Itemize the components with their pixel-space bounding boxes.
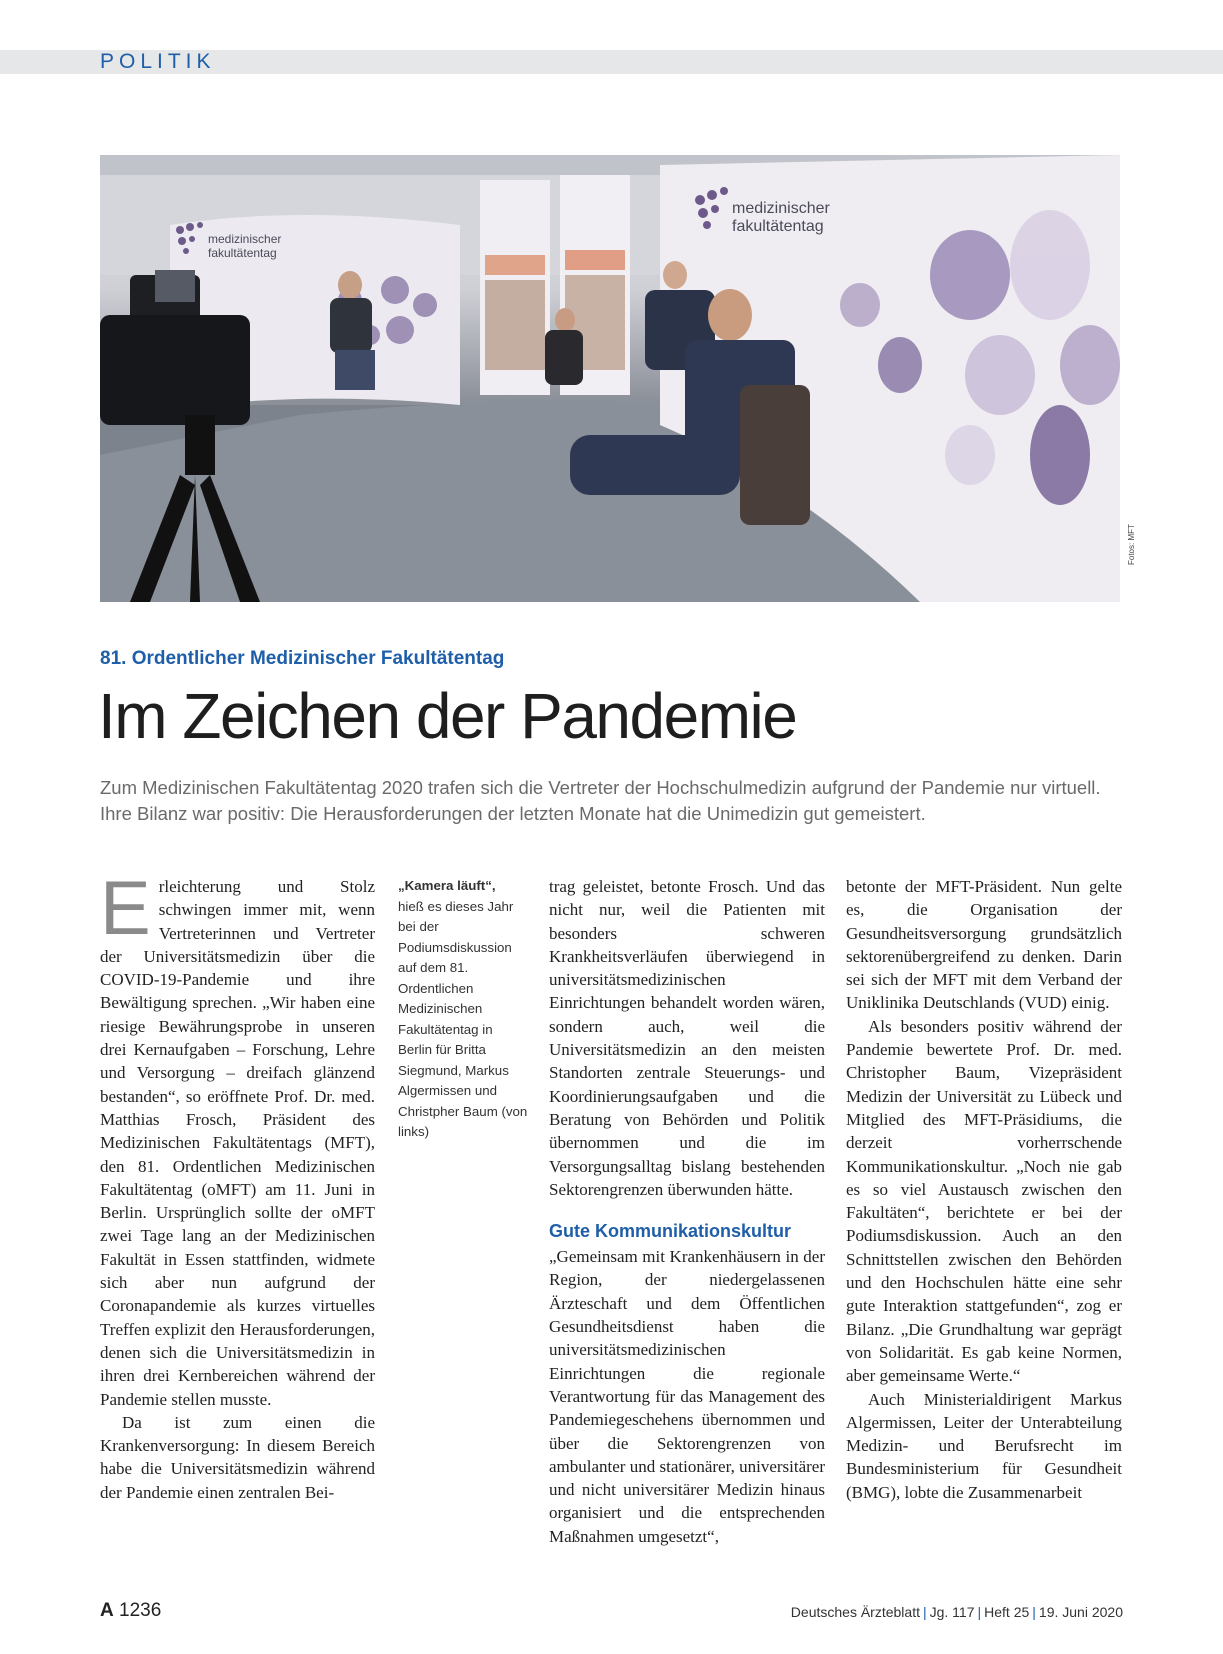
journal-name: Deutsches Ärzteblatt [790,1604,920,1620]
journal-issue: Heft 25 [984,1604,1030,1620]
journal-volume: Jg. 117 [929,1604,975,1620]
article-headline: Im Zeichen der Pandemie [98,680,797,752]
article-lead: Zum Medizinischen Fakultätentag 2020 trafen sich die Vertreter der Hochschulmedizin aufgrund der Pandemie nur virtuell. Ihre Bilanz war positiv: Die Herausforderungen der letzten Monate hat die Unimedizin gut gemeistert. [100,777,1101,824]
paragraph: betonte der MFT-Präsident. Nun gelte es, die Organisation der Gesundheitsversorgung grundsätzlich sektorenübergreifend zu denken. Darin sei sich der MFT mit dem Verband der Uniklinika Deutschlands (VUD) einig. [846,877,1122,1013]
paragraph: „Gemeinsam mit Krankenhäusern in der Region, der niedergelassenen Ärzteschaft und dem Öffentlichen Gesundheitsdienst haben die universitätsmedizinischen Einrichtungen die regionale Verantwortung für das Management des Pandemiegeschehens übernommen und über die Sektorengrenzen von ambulanter und stationärer, universitärer und nicht universitärer Medizin hinaus organisiert und die entsprechenden Maßnahmen umgesetzt“, [549,1247,825,1546]
paragraph: Da ist zum einen die Krankenversorgung: In diesem Bereich habe die Universitätsmedizin während der Pandemie einen zentralen Bei- [100,1412,375,1502]
photo-caption [398,876,528,1143]
page-prefix: A [100,1600,114,1621]
column-1 [100,866,375,1504]
drop-cap: E [100,866,151,951]
page-number-value: 1236 [119,1600,162,1621]
banner-right-text: medizinischer [732,200,830,217]
subheading: Gute Kommunikationskultur [549,1221,792,1242]
paragraph-text: rleichterung und Stolz schwingen immer mit, wenn Vertreterinnen und Vertreter der Universitätsmedizin über die COVID-19-Pandemie und ihre Bewältigung sprechen. „Wir haben eine riesige Bewährungsprobe in unseren drei Kernaufgaben – Forschung, Lehre und Versorgung – dreifach glänzend bestanden“, so eröffnete Prof. Dr. med. Matthias Frosch, Präsident des Medizinischen Fakultätentags (MFT), den 81. Ordentlichen Medizinischen Fakultätentag (oMFT) am 11. Juni in Berlin. Ursprünglich sollte der oMFT zwei Tage lang an der Medizinischen Fakultät in Essen stattfinden, widmete sich aber nun aufgrund der Coronapandemie als kurzes virtuelles Treffen explizit den Herausforderungen, denen sich die Universitätsmedizin in ihren drei Kernbereichen während der Pandemie stellen musste. [100,877,375,1409]
svg-text:fakultätentag: fakultätentag [732,218,824,235]
caption-text: hieß es dieses Jahr bei der Podiumsdiskussion auf dem 81. Ordentlichen Medizinischen Fakultätentag in Berlin für Britta Siegmund, Markus Algermissen und Christpher Baum (von links) [398,898,528,1139]
caption-title: „Kamera läuft“, [398,878,496,893]
svg-text:fakultätentag: fakultätentag [208,246,277,260]
journal-date: 19. Juni 2020 [1038,1604,1123,1620]
banner-left-text: medizinischer [208,232,282,246]
paragraph [100,866,375,1411]
paragraph: Als besonders positiv während der Pandemie bewertete Prof. Dr. med. Christopher Baum, Vizepräsident Medizin der Universität zu Lübeck und Mitglied des MFT-Präsidiums, die derzeit vorherrschende Kommunikationskultur. „Noch nie gab es so viel Austausch zwischen den Fakultäten“, berichtete er bei der Podiumsdiskussion. Auch an den Schnittstellen zwischen den Behörden und den Hochschulen hätte eine sehr gute Interaktion stattgefunden“, zog er Bilanz. „Die Grundhaltung war geprägt von Solidarität. Es gab keine Normen, aber gemeinsame Werte.“ [846,1016,1122,1386]
journal-info: Deutsches Ärzteblatt | Jg. 117 | Heft 25 | 19. Juni 2020 [790,1604,1123,1620]
page-number [100,1600,161,1622]
section-label: POLITIK [100,50,216,73]
paragraph: Auch Ministerialdirigent Markus Algermissen, Leiter der Unterabteilung Medizin- und Berufsrecht im Bundesministerium für Gesundheit (BMG), lobte die Zusammenarbeit [846,1389,1122,1502]
article-kicker: 81. Ordentlicher Medizinischer Fakultätentag [100,648,505,669]
paragraph: trag geleistet, betonte Frosch. Und das nicht nur, weil die Patienten mit besonders schweren Krankheitsverläufen überwiegend in universitätsmedizinischen Einrichtungen behandelt worden wären, sondern auch, weil die Universitätsmedizin an den meisten Standorten zentrale Steuerungs- und Koordinierungsaufgaben und die Beratung von Behörden und Politik übernommen und die im Versorgungsalltag bislang bestehenden Sektorengrenzen überwunden hätte. [549,877,825,1199]
column-4 [846,875,1122,1504]
article-photo [100,155,1120,602]
photo-illustration [100,155,1120,602]
photo-credit: Fotos: MFT [1127,524,1136,565]
column-3 [549,875,825,1548]
